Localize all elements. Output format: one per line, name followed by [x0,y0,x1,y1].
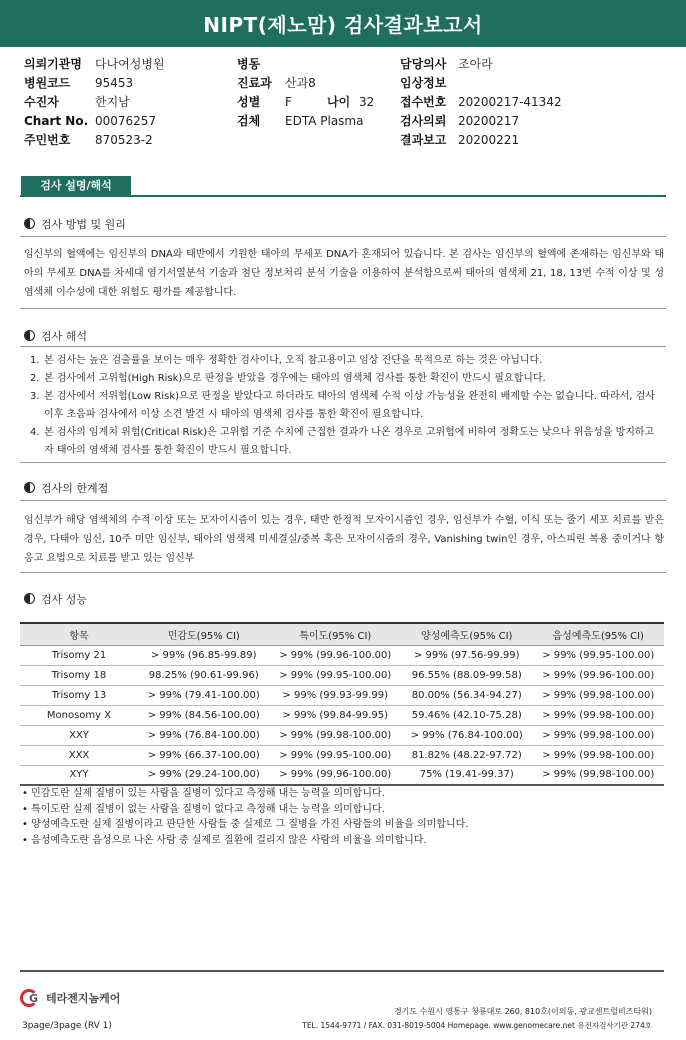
info-label: 접수번호 [400,95,447,109]
info-label: 진료과 [237,76,272,90]
table-cell: > 99% (76.84-100.00) [138,725,270,745]
divider [20,236,666,237]
table-cell: > 99% (99.96-100.00) [270,645,402,665]
info-row [237,112,363,131]
limitations-heading [24,480,108,496]
info-label: 의뢰기관명 [24,57,82,71]
column-header: 특이도(95% CI) [270,623,402,645]
table-cell: > 99% (96.85-99.89) [138,645,270,665]
note-item: • 양성예측도란 실제 질병이라고 판단한 사람들 중 실제로 그 질병을 가진 사람들의 비율을 의미합니다. [22,819,469,830]
table-cell: > 99% (84.56-100.00) [138,705,270,725]
note-item: • 민감도란 실제 질병이 있는 사람을 질병이 있다고 측정해 내는 능력을 의미합니다. [22,788,385,799]
interpretation-list [30,352,658,460]
info-label: 병동 [237,57,261,71]
info-value: 95453 [95,76,134,90]
info-column-3 [400,55,562,150]
section-tab-explanation: 검사 설명/해석 [21,176,131,196]
info-value: F [285,95,292,109]
info-value: 00076257 [95,114,157,128]
list-number: 1. [30,355,40,366]
info-row [24,55,165,74]
report-header [0,0,686,47]
table-cell: 98.25% (90.61-99.96) [138,665,270,685]
table-cell: > 99% (99.95-100.00) [270,665,402,685]
info-row [237,55,363,74]
column-header: 양성예측도(95% CI) [401,623,533,645]
page-number: 3page/3page (RV 1) [22,1021,112,1031]
table-cell: > 99% (99.98-100.00) [533,705,665,725]
info-column-1 [24,55,165,150]
table-cell: > 99% (99.95-100.00) [270,745,402,765]
table-cell: > 99% (99.98-100.00) [533,765,665,785]
info-row [400,93,562,112]
divider [20,308,666,309]
age-label: 나이 [327,95,351,109]
table-cell: 81.82% (48.22-97.72) [401,745,533,765]
method-heading-text: 검사 방법 및 원리 [41,218,126,231]
report-title: NIPT(제노맘) 검사결과보고서 [203,13,483,37]
info-value: 다나여성병원 [95,57,165,71]
info-value: 20200221 [458,133,520,147]
table-row [20,705,664,725]
table-cell: > 99% (99.93-99.99) [270,685,402,705]
method-heading [24,216,126,232]
note-item: • 음성예측도란 음성으로 나온 사람 중 실제로 질환에 걸리지 않은 사람의 비율을 의미합니다. [22,834,427,846]
age-value: 32 [359,95,375,109]
table-row [20,765,664,785]
list-number: 4. [30,427,40,438]
info-label: 담당의사 [400,57,447,71]
info-value: 조아라 [458,57,493,71]
divider [20,346,666,347]
list-text: 본 검사는 높은 검출률을 보이는 매우 정확한 검사이나, 오직 참고용이고 임상 진단을 목적으로 하는 것은 아닙니다. [44,355,543,366]
table-cell: Trisomy 18 [20,665,138,685]
table-cell: 80.00% (56.34-94.27) [401,685,533,705]
performance-table [20,622,664,786]
interpretation-heading-text: 검사 해석 [41,330,88,343]
info-row [24,93,165,112]
half-circle-icon [24,482,35,493]
table-cell: XXY [20,725,138,745]
list-text: 본 검사의 임계치 위험(Critical Risk)은 고위험 기준 수치에 근접한 결과가 나온 경우로 고위험에 비하여 정확도는 낮으나 위음성을 방지하고자 태아의 염색체 검사를 통한 확진이 반드시 필요합니다. [44,427,655,456]
divider [20,572,666,573]
terragen-logo-icon: G [18,989,44,1007]
list-text: 본 검사에서 저위험(Low Risk)으로 판정을 받았다고 하더라도 태아의 염색체 수적 이상 가능성을 완전히 배제할 수는 없습니다. 따라서, 검사 이후 초음파 검사에서 이상 소견 발견 시 태아의 염색체 검사를 통한 확진이 필요합니다. [44,391,655,420]
list-item [30,370,658,388]
list-text: 본 검사에서 고위험(High Risk)으로 판정을 받았을 경우에는 태아의 염색체 검사를 통한 확진이 반드시 필요합니다. [44,373,546,384]
info-row [400,112,562,131]
info-label: 검체 [237,114,261,128]
column-header: 음성예측도(95% CI) [533,623,665,645]
info-label: 임상정보 [400,76,447,90]
table-header-row [20,623,664,645]
limitations-text: 임신부가 해당 염색체의 수적 이상 또는 모자이시즘이 있는 경우, 태반 한정적 모자이시즘인 경우, 임신부가 수혈, 이식 또는 줄기 세포 치료를 받은 경우, 다태아 임신, 10주 미만 임신부, 태아의 염색체 미세결실/중복 혹은 모자이시즘의 경우, Vanishing twin인 경우, 아스피린 복용 중이거나 항 응고 요법으로 치료를 받고 있는 임신부 [24,515,664,564]
info-row [237,74,363,93]
table-cell: > 99% (99.96-100.00) [270,765,402,785]
info-row [400,55,562,74]
info-value: 20200217-41342 [458,95,562,109]
table-cell: > 99% (99.98-100.00) [270,725,402,745]
half-circle-icon [24,218,35,229]
table-cell: > 99% (99.98-100.00) [533,685,665,705]
table-cell: > 99% (76.84-100.00) [401,725,533,745]
half-circle-icon [24,593,35,604]
table-cell: XYY [20,765,138,785]
info-label: 수진자 [24,95,59,109]
column-header: 항목 [20,623,138,645]
info-value: 870523-2 [95,133,153,147]
info-value: 산과8 [285,76,316,90]
list-item [30,424,658,460]
info-row [24,112,165,131]
performance-notes [22,786,468,848]
info-row [400,74,562,93]
info-label: 검사의뢰 [400,114,447,128]
age-field [327,93,374,112]
list-item [30,352,658,370]
company-contact: TEL. 1544-9771 / FAX. 031-8019-5004 Homepage. www.genomecare.net 유전자검사기관 274호 [302,1021,652,1030]
limitations-heading-text: 검사의 한계점 [41,482,109,495]
info-value: 20200217 [458,114,520,128]
table-cell: > 99% (66.37-100.00) [138,745,270,765]
method-text: 임신부의 혈액에는 임신부의 DNA와 태반에서 기원한 태아의 무세포 DNA가 혼재되어 있습니다. 본 검사는 임신부의 혈액에 존재하는 임신부와 태아의 무세포 DNA를 차세대 염기서열분석 기술과 첨단 정보처리 분석 기술을 이용하여 분석함으로써 태아의 염색체 21, 18, 13번 수적 이상 및 성염색체 이수성에 대한 위험도 평가를 제공합니다. [24,249,664,298]
footer-divider [20,970,664,972]
list-number: 3. [30,391,40,402]
performance-heading [24,591,87,607]
info-row [400,131,562,150]
table-cell: XXX [20,745,138,765]
company-name: 테라젠지놈케어 [46,991,121,1005]
table-cell: > 99% (29.24-100.00) [138,765,270,785]
divider [20,462,666,463]
interpretation-heading [24,328,87,344]
table-cell: 75% (19.41-99.37) [401,765,533,785]
table-cell: Trisomy 13 [20,685,138,705]
table-cell: > 99% (79.41-100.00) [138,685,270,705]
info-row [24,131,165,150]
info-label: 주민번호 [24,133,71,147]
table-cell: 96.55% (88.09-99.58) [401,665,533,685]
performance-heading-text: 검사 성능 [41,593,88,606]
company-logo [18,987,120,1007]
company-address: 경기도 수원시 영통구 청룡대로 260, 810호(이의동, 광교센트럴비즈타워) [393,1007,652,1016]
note-item: • 특이도란 실제 질병이 없는 사람을 질병이 없다고 측정해 내는 능력을 의미합니다. [22,803,385,815]
table-cell: Trisomy 21 [20,645,138,665]
column-header: 민감도(95% CI) [138,623,270,645]
table-row [20,665,664,685]
info-label: 병원코드 [24,76,71,90]
table-row [20,645,664,665]
info-label: 성별 [237,95,261,109]
info-value: 한지남 [95,95,130,109]
table-row [20,725,664,745]
list-number: 2. [30,373,40,384]
table-row [20,745,664,765]
info-label: Chart No. [24,114,89,128]
table-cell: > 99% (99.98-100.00) [533,745,665,765]
info-value: EDTA Plasma [285,114,364,128]
table-cell: > 99% (97.56-99.99) [401,645,533,665]
table-cell: > 99% (99.95-100.00) [533,645,665,665]
info-row [24,74,165,93]
table-cell: > 99% (99.96-100.00) [533,665,665,685]
divider [20,500,666,501]
info-label: 결과보고 [400,133,447,147]
list-item [30,388,658,424]
half-circle-icon [24,330,35,341]
table-cell: 59.46% (42.10-75.28) [401,705,533,725]
table-row [20,685,664,705]
table-cell: > 99% (99.84-99.95) [270,705,402,725]
table-cell: Monosomy X [20,705,138,725]
table-cell: > 99% (99.98-100.00) [533,725,665,745]
